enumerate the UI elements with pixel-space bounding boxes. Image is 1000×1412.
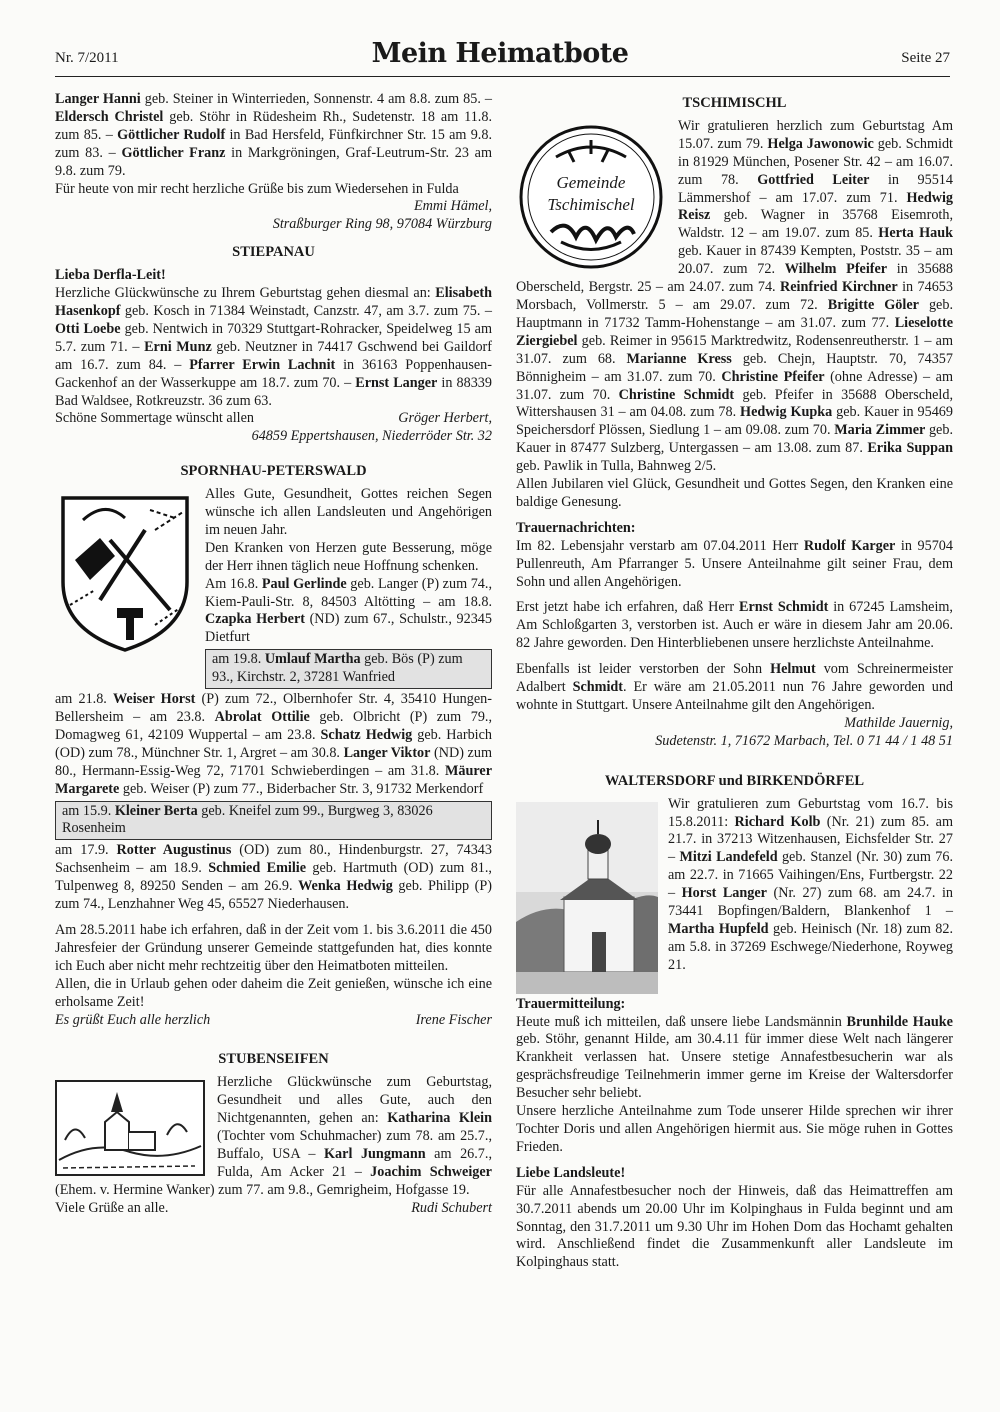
- person-name: Wilhelm Pfeifer: [784, 261, 888, 278]
- spornhau-signature-row: [55, 1012, 492, 1030]
- chapel-photo: [516, 802, 658, 994]
- person-name: Erika Suppan: [867, 440, 954, 457]
- left-column: [55, 91, 492, 1218]
- stiepanau-signature-name: Gröger Herbert,: [398, 410, 492, 427]
- person-name: Mitzi Landefeld: [679, 849, 778, 866]
- intro-birthdays: Langer Hanni geb. Steiner in Winterrieden, Sonnenstr. 4 am 8.8. zum 85. – Eldersch Christel geb. Stöhr in Rüdesheim Rh., Sudetenstr. 18 am 11.8. zum 85. – Göttlicher Rudolf in Bad Hersfeld, Fünfkirchner Str. 15 am 9.8. zum 83. – Göttlicher Franz in Markgröningen, Graf-Leutrum-Str. 23 am 9.8. zum 79.: [55, 91, 492, 179]
- spornhau-highlight-box-2: am 15.9. Kleiner Berta geb. Kneifel zum 99., Burgweg 3, 83026 Rosenheim: [55, 801, 492, 841]
- person-name: Ernst Schmidt: [739, 599, 829, 616]
- anteilnahme-text: Unsere herzliche Anteilnahme zum Tode unserer Hilde sprechen wir ihrer Tochter Doris und allen Angehörigen hiermit aus. Sie möge ruhen in Gottes Frieden.: [516, 1103, 953, 1155]
- person-name: Horst Langer: [681, 885, 767, 902]
- person-name: Brigitte Göler: [827, 296, 919, 313]
- tschimischl-birthdays: Wir gratulieren herzlich zum Geburtstag Am 15.07. zum 79. Helga Jawonowic geb. Schmidt in 81929 München, Posener Str. 42 – am 16.07. zum 78. Gottfried Leiter in 95514 Lämmershof – am 17.07. zum 71. Hedwig Reisz geb. Wagner in 35768 Eisemroth, Waldstr. 12 – am 19.07. zum 85. Herta Hauk geb. Kauer in 87439 Kempten, Poststr. 35 – am 20.07. zum 72. Wilhelm Pfeifer in 35688 Oberscheld, Bergstr. 25 – am 24.07. zum 74. Reinfried Kirchner in 74653 Morsbach, Vollmerstr. 5 – am 29.07. zum 72. Brigitte Göler geb. Hauptmann in 71732 Tamm-Hohenstange – am 31.07. zum 77. Lieselotte Ziergiebel geb. Reimer in 95615 Marktredwitz, Rodensenreutherstr. 1 – am 31.07. zum 68. Marianne Kress geb. Chejn, Hauptstr. 70, 74357 Bönnigheim – am 31.07. zum 70. Christine Pfeifer (ohne Adresse) – am 31.07. zum 70. Christine Schmidt geb. Pfeifer in 35688 Oberscheld, Wittershausen 31 – am 04.08. zum 78. Hedwig Kupka geb. Kauer in 95469 Speichersdorf Plössen, Siedlung 1 – am 09.08. zum 70. Maria Zimmer geb. Kauer in 87477 Sulzberg, Untergassen – am 13.08. zum 87. Erika Suppan geb. Pawlik in Tulla, Bahnweg 2/5.: [516, 117, 954, 475]
- person-name: Langer Hanni: [55, 91, 141, 107]
- person-name: Hedwig Reisz: [678, 189, 953, 224]
- stiepanau-closing: Schöne Sommertage wünscht allen: [55, 410, 254, 427]
- person-name: Helga Jawonowic: [767, 135, 874, 152]
- liebe-landsleute-heading: Liebe Landsleute!: [516, 1164, 626, 1181]
- stamp-text-line-2: Tschimischel: [547, 194, 635, 214]
- intro-closing: Für heute von mir recht herzliche Grüße bis zum Wiedersehen in Fulda: [55, 180, 459, 197]
- person-name: Hedwig Kupka: [740, 404, 833, 421]
- village-sketch-icon: [55, 1080, 205, 1176]
- person-name: Katharina Klein: [387, 1110, 492, 1127]
- issue-number: Nr. 7/2011: [55, 50, 119, 66]
- person-name: Herta Hauk: [878, 225, 954, 242]
- tschimischl-signature-name: Mathilde Jauernig,: [844, 714, 953, 731]
- header-rule: [55, 76, 950, 77]
- person-name: Schmied Emilie: [208, 860, 307, 877]
- section-heading-stubenseifen: STUBENSEIFEN: [218, 1051, 329, 1068]
- intro-signature-address: Straßburger Ring 98, 97084 Würzburg: [272, 216, 492, 233]
- spornhau-get-well: Den Kranken von Herzen gute Besserung, möge der Herr ihnen täglich neue Hoffnung schenken.: [205, 539, 492, 574]
- spornhau-anniversary-note: Am 28.5.2011 habe ich erfahren, daß in der Zeit vom 1. bis 3.6.2011 die 450 Jahresfeier der Gründung unserer Gemeinde stattgefunden hat, dies konnte ich Euch aber nicht mehr rechtzeitig über den Heimatboten mitteilen.: [55, 921, 492, 974]
- trauermitteilung-text: Heute muß ich mitteilen, daß unsere liebe Landsmännin Brunhilde Hauke geb. Stöhr, genannt Hilde, am 30.4.11 für immer diese Welt nach längerer Krankheit verlassen hat. Unsere stetige Annafestbesucherin war als gesprächsfreudige Teilnehmerin immer gerne im Kreise der Waltersdorfer Besucher sehr beliebt.: [516, 1013, 953, 1102]
- person-name: Maria Zimmer: [834, 422, 926, 439]
- stamp-text-line-1: Gemeinde: [556, 172, 626, 192]
- stubenseifen-closing: Viele Grüße an alle.: [55, 1199, 169, 1216]
- stubenseifen-signature-name: Rudi Schubert: [411, 1199, 492, 1216]
- person-name: Langer Viktor: [343, 744, 431, 761]
- person-name: Christine Schmidt: [618, 386, 735, 403]
- person-name: Schatz Hedwig: [320, 726, 413, 743]
- person-name: Rudolf Karger: [803, 537, 896, 554]
- spornhau-signature-name: Irene Fischer: [415, 1011, 492, 1028]
- stiepanau-signature-address: 64859 Eppertshausen, Niederröder Str. 32: [251, 428, 492, 445]
- spornhau-highlight-box-1: am 19.8. Umlauf Martha geb. Bös (P) zum 93., Kirchstr. 2, 37281 Wanfried: [205, 649, 492, 689]
- person-name: Czapka Herbert: [205, 611, 305, 628]
- person-name: Umlauf Martha: [264, 651, 361, 668]
- person-name: Joachim Schweiger: [370, 1163, 492, 1180]
- spornhau-holiday-wish: Allen, die in Urlaub gehen oder daheim die Zeit genießen, wünsche ich eine erholsame Zeit!: [55, 975, 492, 1010]
- tschimischl-signature-address: Sudetenstr. 1, 71672 Marbach, Tel. 0 71 44 / 1 48 51: [655, 732, 953, 749]
- stiepanau-birthdays: Herzliche Glückwünsche zu Ihrem Geburtstag gehen diesmal an: Elisabeth Hasenkopf geb. Kosch in 71384 Weinstadt, Canzstr. 47, am 3.7. zum 75. – Otti Loebe geb. Nentwich in 70329 Stuttgart-Rohracker, Speidelweg 15 am 5.7. zum 71. – Erni Munz geb. Neutzner in 74417 Gschwend bei Gaildorf am 16.7. zum 84. – Pfarrer Erwin Lachnit in 36163 Poppenhausen-Gackenhof an der Wasserkuppe am 18.7. zum 70. – Ernst Langer in 88339 Bad Waldsee, Rotkreuzstr. 36 zum 63.: [55, 285, 493, 409]
- stubenseifen-birthdays: Herzliche Glückwünsche zum Geburtstag, Gesundheit und alles Gute, auch den Nichtgenannten, gehen an: Katharina Klein (Tochter vom Schuhmacher) zum 78. am 25.7., Buffalo, USA – Karl Jungmann am 26.7., Fulda, Am Acker 21 – Joachim Schweiger (Ehem. v. Hermine Wanker) zum 77. am 9.8., Gemrigheim, Hofgasse 19.: [55, 1074, 492, 1198]
- section-heading-tschimischl: TSCHIMISCHL: [682, 95, 787, 111]
- person-name: Otti Loebe: [55, 320, 121, 337]
- coat-of-arms-icon: [55, 490, 195, 655]
- person-name: Richard Kolb: [734, 813, 821, 830]
- spornhau-birthdays-3: am 17.9. Rotter Augustinus (OD) zum 80., Hindenburgstr. 27, 74343 Sachsenheim – am 18.9. Schmied Emilie geb. Hartmuth (OD) zum 81., Tulpenweg 8, 89250 Senden – am 26.9. Wenka Hedwig geb. Philipp (P) zum 74., Lenzhahner Weg 45, 65527 Niederhausen.: [55, 842, 492, 913]
- spornhau-greeting: Alles Gute, Gesundheit, Gottes reichen Segen wünsche ich allen Landsleuten und Angehörigen im neuen Jahr.: [205, 486, 492, 538]
- stiepanau-signature-row: [55, 410, 492, 428]
- trauermitteilung-heading: Trauermitteilung:: [516, 995, 626, 1012]
- spornhau-closing: Es grüßt Euch alle herzlich: [55, 1011, 211, 1028]
- person-name: Abrolat Ottilie: [214, 709, 310, 725]
- stubenseifen-signature-row: [55, 1200, 492, 1218]
- heimattreffen-notice: Für alle Annafestbesucher noch der Hinweis, daß das Heimattreffen am 30.7.2011 abends um 20.00 Uhr im Kolpinghaus in Fulda beginnt und am Sonntag, den 31.7.2011 um 9.30 Uhr im Hohen Dom das Hochamt gehalten wird. Anschließend findet die Zusammenkunft aller Landsleute im Kolpinghaus statt.: [516, 1182, 953, 1271]
- section-heading-waltersdorf: WALTERSDORF und BIRKENDÖRFEL: [604, 772, 865, 789]
- person-name: Göttlicher Franz: [121, 144, 226, 161]
- section-heading-stiepanau: STIEPANAU: [232, 244, 315, 261]
- trauernachricht-2: Erst jetzt habe ich erfahren, daß Herr Ernst Schmidt in 67245 Lamsheim, Am Schloßgarten 3, verstorben ist. Auch er wäre in diesem Jahr am 20.06. 82 Jahre geworden. Den Hinterbliebenen unsere herzlichste Anteilnahme.: [516, 599, 953, 652]
- waltersdorf-birthdays: Wir gratulieren zum Geburtstag vom 16.7. bis 15.8.2011: Richard Kolb (Nr. 21) zum 85. am 21.7. in 37213 Witzenhausen, Eichsfelder Str. 27 – Mitzi Landefeld geb. Stanzel (Nr. 30) zum 76. am 22.7. in 71665 Vaihingen/Ens, Furtbergstr. 22 – Horst Langer (Nr. 27) zum 68. am 24.7. in 73441 Bopfingen/Baldern, Blankenhof 1 – Martha Hupfeld geb. Heinisch (Nr. 18) zum 82. am 5.8. in 37269 Eschwege/Niederhone, Royweg 21.: [668, 795, 954, 973]
- person-name: Gottfried Leiter: [757, 171, 870, 188]
- person-name: Pfarrer Erwin Lachnit: [189, 356, 336, 373]
- stiepanau-greeting: Lieba Derfla-Leit!: [55, 267, 166, 284]
- person-name: Paul Gerlinde: [261, 575, 347, 592]
- person-name: Helmut: [770, 661, 816, 678]
- person-name: Erni Munz: [144, 338, 212, 355]
- person-name: Christine Pfeifer: [721, 368, 825, 385]
- tschimischl-stamp: [516, 122, 666, 272]
- person-name: Wenka Hedwig: [298, 878, 393, 895]
- person-name: Martha Hupfeld: [668, 920, 769, 937]
- person-name: Ernst Langer: [355, 374, 438, 391]
- tschimischl-wishes: Allen Jubilaren viel Glück, Gesundheit und Gottes Segen, den Kranken eine baldige Genesung.: [516, 476, 953, 510]
- page-number: Seite 27: [901, 50, 950, 66]
- person-name: Weiser Horst: [113, 691, 196, 708]
- spornhau-birthdays-1: Am 16.8. Paul Gerlinde geb. Langer (P) zum 74., Kiem-Pauli-Str. 8, 84503 Altötting – am 18.8. Czapka Herbert (ND) zum 67., Schulstr., 92345 Dietfurt: [205, 575, 492, 646]
- person-name: Karl Jungmann: [324, 1145, 426, 1162]
- trauernachricht-1: Im 82. Lebensjahr verstarb am 07.04.2011 Herr Rudolf Karger in 95704 Pullenreuth, Am Pfarranger 5. Unsere Anteilnahme gilt seiner Frau, dem Sohn und allen Angehörigen.: [516, 537, 953, 590]
- person-name: Lieselotte Ziergiebel: [516, 314, 953, 349]
- person-name: Eldersch Christel: [55, 108, 164, 125]
- person-name: Schmidt: [572, 679, 624, 696]
- person-name: Reinfried Kirchner: [780, 279, 898, 296]
- person-name: Mäurer Margarete: [55, 762, 492, 797]
- spornhau-birthdays-2: am 21.8. Weiser Horst (P) zum 72., Olbernhofer Str. 4, 35410 Hungen-Bellersheim – am 23.8. Abrolat Ottilie geb. Olbricht (P) zum 79., Domagweg 61, 42109 Wuppertal – am 23.8. Schatz Hedwig geb. Harbich (OD) zum 78., Münchner Str. 1, Argret – am 30.8. Langer Viktor (ND) zum 80., Hermann-Essig-Weg 72, 71701 Schwieberdingen – am 31.8. Mäurer Margarete geb. Weiser (P) zum 77., Biderbacher Str. 3, 91732 Merkendorf: [55, 691, 493, 797]
- person-name: Kleiner Berta: [114, 802, 198, 819]
- person-name: Göttlicher Rudolf: [117, 126, 226, 143]
- masthead-title: Mein Heimatbote: [371, 38, 629, 69]
- trauernachricht-3: Ebenfalls ist leider verstorben der Sohn Helmut vom Schreinermeister Adalbert Schmidt. Er wäre am 21.05.2011 nun 76 Jahre geworden und wohnte in Stuttgart. Unsere Anteilnahme gilt den Angehörigen.: [516, 661, 954, 713]
- person-name: Rotter Augustinus: [116, 842, 232, 859]
- right-column: [516, 91, 953, 1272]
- section-heading-spornhau: SPORNHAU-PETERSWALD: [180, 463, 367, 480]
- person-name: Marianne Kress: [626, 350, 732, 367]
- person-name: Brunhilde Hauke: [846, 1013, 953, 1030]
- trauernachrichten-heading: Trauernachrichten:: [516, 519, 636, 536]
- intro-signature-name: Emmi Hämel,: [413, 198, 492, 215]
- person-name: Elisabeth Hasenkopf: [55, 285, 492, 319]
